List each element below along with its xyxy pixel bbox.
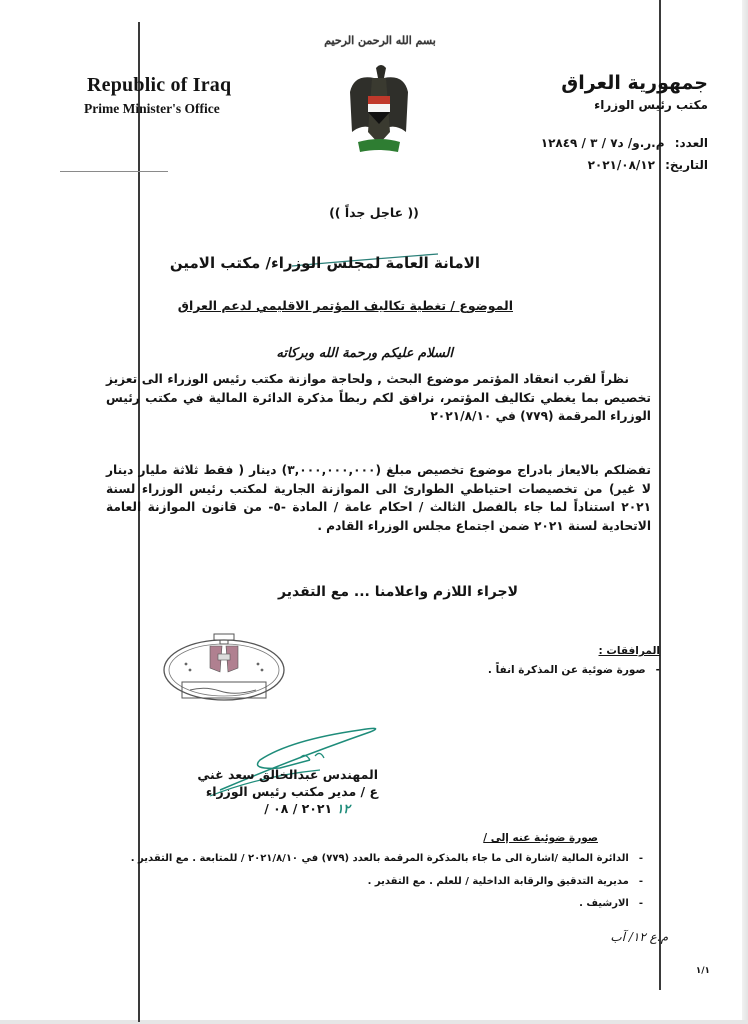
- closing-line: لاجراء اللازم واعلامنا ... مع التقدير: [278, 584, 518, 600]
- signature-date-handwritten: ١٢: [336, 801, 350, 816]
- copy-recipient-text: الدائرة المالية /اشارة الى ما جاء بالمذكرة المرقمة بالعدد (٧٧٩) في ٢٠٢١/٨/١٠ / للمتابعة . مع التقدير .: [130, 853, 629, 864]
- arabic-title: جمهورية العراق: [561, 72, 708, 94]
- urgency-marker: (( عاجل جداً )): [329, 205, 419, 220]
- reference-label: العدد:: [674, 136, 708, 150]
- copies-title: صورة ضوئية عنه إلى /: [483, 832, 598, 844]
- signatory-name: المهندس عبدالخالق سعد غني: [197, 767, 378, 782]
- english-subtitle: Prime Minister's Office: [84, 101, 220, 116]
- arabic-subtitle: مكتب رئيس الوزراء: [594, 98, 708, 112]
- copy-recipient-text: مديرية التدقيق والرقابة الداخلية / للعلم . مع التقدير .: [367, 876, 629, 887]
- page-edge-bottom: [0, 1020, 748, 1024]
- paragraph-1-text: نظراً لقرب انعقاد المؤتمر موضوع البحث , ولحاجة موازنة مكتب رئيس الوزراء الى تعزيز تخصيص بما يغطي تكاليف المؤتمر، نرافق لكم ربطاً مذكرة الدائرة المالية في مكتب رئيس الوزراء المرقمة (٧٧٩) في ٢٠٢١/٨/١٠: [106, 372, 651, 424]
- header-rule: [60, 171, 168, 172]
- date-value: ٢٠٢١/٠٨/١٢: [587, 158, 655, 172]
- reference-number: [541, 136, 708, 150]
- page-number: ١/١: [695, 966, 710, 976]
- iraq-eagle-emblem-icon: [348, 62, 410, 158]
- greeting: السلام عليكم ورحمة الله وبركاته: [276, 346, 453, 361]
- copy-recipient: -الارشيف .: [579, 898, 643, 909]
- date-label: التاريخ:: [665, 158, 708, 172]
- basmala-calligraphy: بسم الله الرحمن الرحيم: [324, 34, 436, 47]
- copy-recipient: -مديرية التدقيق والرقابة الداخلية / للعلم . مع التقدير .: [367, 876, 643, 887]
- copy-recipient-text: الارشيف .: [579, 898, 629, 909]
- body-paragraph-2: تفضلكم بالايعاز بادراج موضوع تخصيص مبلغ (٣,٠٠٠,٠٠٠,٠٠٠) دينار ( فقط ثلاثة مليار دينار لا غير) من تخصيصات احتياطي الطوارئ الى الموازنة الجارية لمكتب رئيس الوزراء لسنة ٢٠٢١ استناداً لما جاء بالفصل الثالث / احكام عامة / المادة -٥- من قانون الموازنة العامة الاتحادية لسنة ٢٠٢١ ضمن اجتماع مجلس الوزراء القادم .: [106, 463, 652, 533]
- attachment-text: صورة ضوئية عن المذكرة انفاً .: [487, 664, 646, 676]
- page-edge: [742, 0, 748, 1024]
- typist-initials: م.ع ١٢/ آب: [610, 930, 668, 944]
- subject-line: الموضوع / تغطية تكاليف المؤتمر الاقليمي لدعم العراق: [177, 298, 513, 313]
- signature-date-printed: ٢٠٢١ / ٠٨ /: [264, 801, 333, 816]
- official-stamp-icon: [160, 628, 288, 708]
- reference-value: م.ر.و/ د٧ / ٣ / ١٢٨٤٩: [540, 136, 665, 150]
- copy-recipient: -الدائرة المالية /اشارة الى ما جاء بالمذكرة المرقمة بالعدد (٧٧٩) في ٢٠٢١/٨/١٠ / للمتابعة . مع التقدير .: [130, 853, 643, 864]
- addressee: الامانة العامة لمجلس الوزراء/ مكتب الامين: [169, 254, 480, 272]
- attachment-item: -صورة ضوئية عن المذكرة انفاً .: [487, 664, 660, 676]
- attachments-title: المرافقات :: [598, 645, 660, 657]
- english-title: Republic of Iraq: [87, 74, 232, 96]
- signature-date: [264, 801, 350, 816]
- document-date: [588, 158, 708, 172]
- body-paragraph-1: [106, 370, 651, 426]
- signatory-role: ع / مدير مكتب رئيس الوزراء: [205, 784, 378, 799]
